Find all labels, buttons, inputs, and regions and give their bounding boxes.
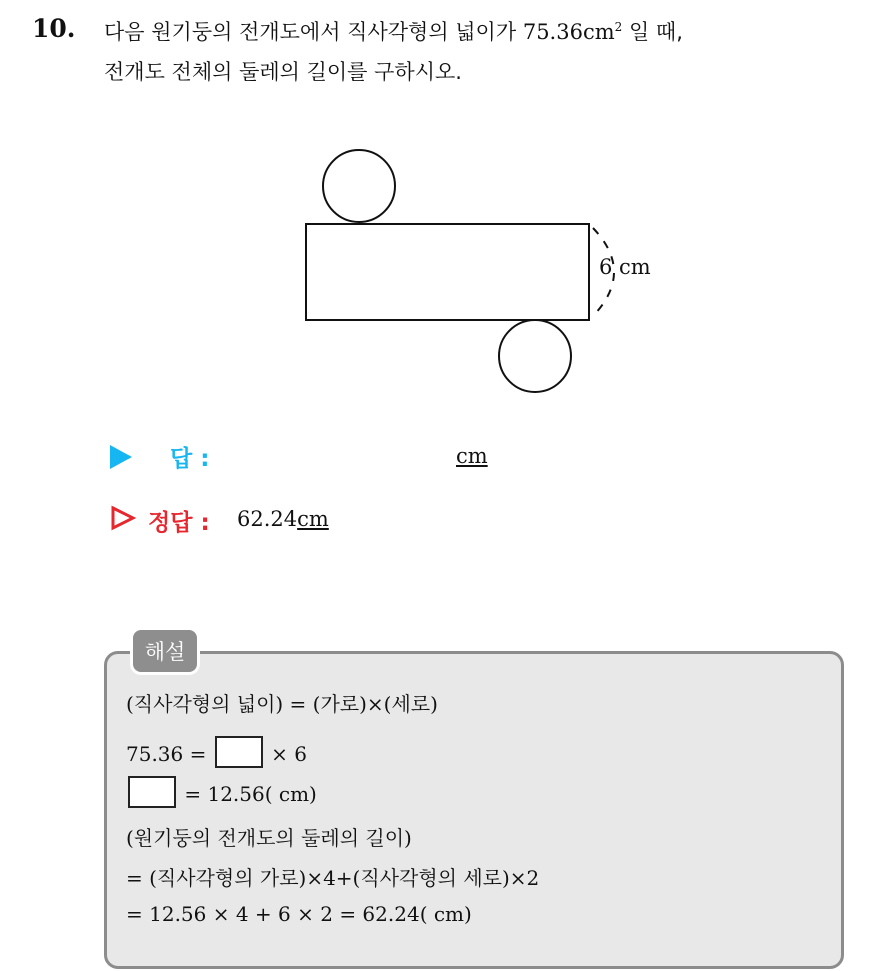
solution-line-3 <box>126 776 317 808</box>
correct-answer <box>237 507 329 531</box>
bottom-circle <box>499 320 571 392</box>
dimension-label: 6 cm <box>599 255 651 279</box>
solution-line-2-right: × 6 <box>271 742 307 766</box>
blank-box <box>128 776 176 808</box>
solution-tab: 해설 <box>130 627 200 675</box>
question-area-unit: cm <box>582 20 615 44</box>
solution-line-1: (직사각형의 넓이) = (가로)×(세로) <box>126 692 438 716</box>
cylinder-net-figure <box>290 140 650 400</box>
correct-arrow-icon <box>110 505 136 531</box>
question-line-1-tail: 일 때, <box>628 20 683 44</box>
solution-line-4: (원기둥의 전개도의 둘레의 길이) <box>126 826 412 850</box>
solution-line-2-left: 75.36 = <box>126 742 207 766</box>
correct-unit: cm <box>297 507 329 531</box>
question-line-2: 전개도 전체의 둘레의 길이를 구하시오. <box>104 60 462 84</box>
answer-label: 답 : <box>170 446 210 472</box>
answer-arrow-icon <box>110 445 132 469</box>
question-area-exponent: 2 <box>614 20 623 34</box>
blank-box <box>215 736 263 768</box>
solution-line-3-right: = 12.56( cm) <box>184 782 317 806</box>
answer-unit: cm <box>456 444 488 468</box>
correct-value: 62.24 <box>237 507 298 531</box>
solution-line-6: = 12.56 × 4 + 6 × 2 = 62.24( cm) <box>126 902 472 926</box>
net-rectangle <box>306 224 589 320</box>
question-area-value: 75.36 <box>522 20 583 44</box>
question-line-1-text: 다음 원기둥의 전개도에서 직사각형의 넓이가 <box>104 20 517 44</box>
question-number: 10. <box>32 14 76 43</box>
solution-line-2 <box>126 736 307 768</box>
top-circle <box>323 150 395 222</box>
question-line-1 <box>104 16 683 46</box>
solution-line-5: = (직사각형의 가로)×4+(직사각형의 세로)×2 <box>126 866 540 890</box>
correct-label: 정답 : <box>148 510 210 536</box>
